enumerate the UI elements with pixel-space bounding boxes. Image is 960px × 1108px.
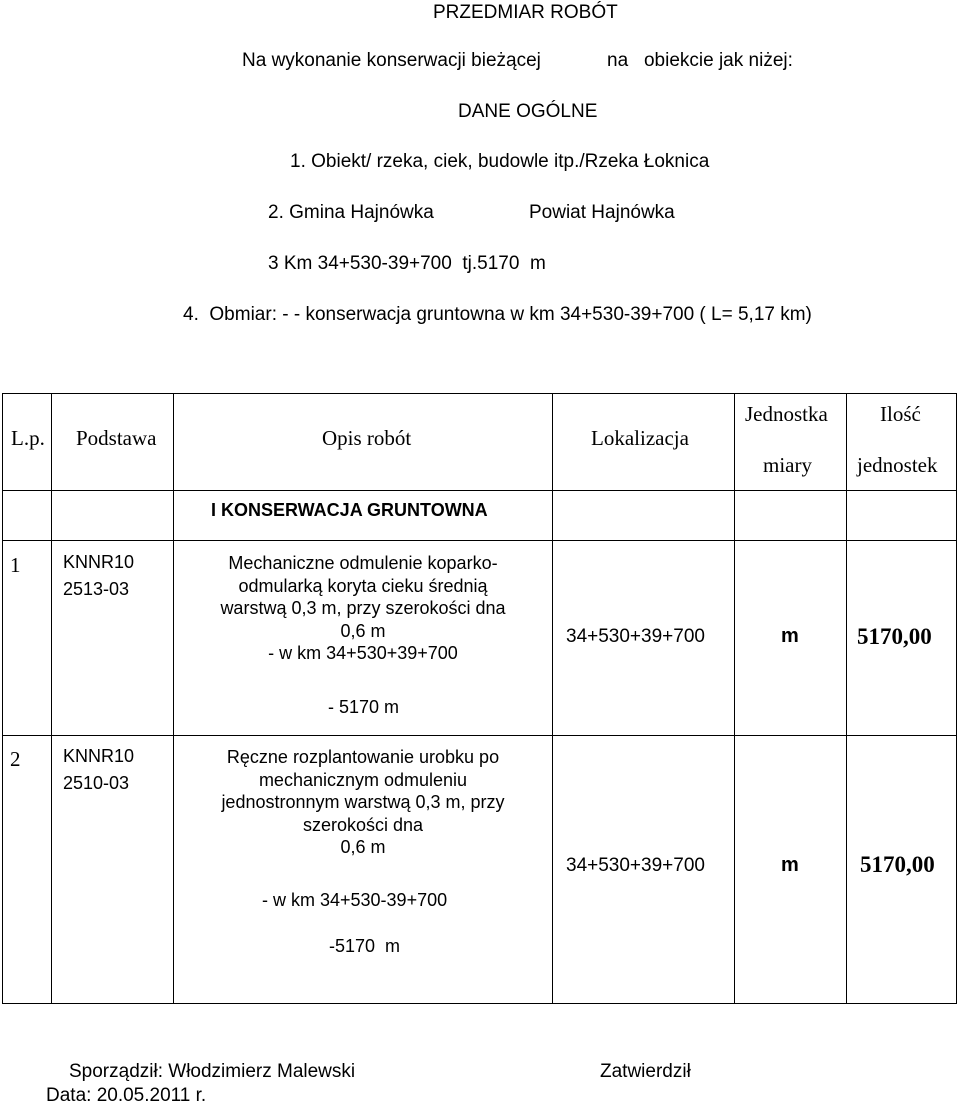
row-ilosc: 5170,00 xyxy=(857,624,932,649)
col-header-opis: Opis robót xyxy=(322,426,412,450)
row-opis xyxy=(174,746,552,859)
col-header-miary: miary xyxy=(763,453,812,477)
col-header-podstawa: Podstawa xyxy=(76,426,157,450)
col-divider-3 xyxy=(552,393,553,1004)
row-jednostka: m xyxy=(781,854,799,876)
table-row-divider xyxy=(2,735,957,736)
intro-text-right: na obiekcie jak niżej: xyxy=(607,50,793,71)
col-header-jednostka: Jednostka xyxy=(745,402,828,426)
row-opis-line: Mechaniczne odmulenie koparko- xyxy=(228,553,498,573)
row-opis-line: mechanicznym odmuleniu xyxy=(258,769,468,790)
info-item-obmiar: 4. Obmiar: - - konserwacja gruntowna w km 34+530-39+700 ( L= 5,17 km) xyxy=(183,304,812,325)
info-item-powiat: Powiat Hajnówka xyxy=(529,202,675,223)
approved-by: Zatwierdził xyxy=(600,1061,691,1082)
col-divider-1 xyxy=(51,393,52,1004)
row-opis-km: - w km 34+530-39+700 xyxy=(262,890,448,910)
prepared-by: Sporządził: Włodzimierz Malewski xyxy=(69,1061,356,1082)
col-divider-5 xyxy=(846,393,847,1004)
row-opis-line: 0,6 m xyxy=(340,837,386,857)
row-opis-line: - w km 34+530+39+700 xyxy=(268,643,458,663)
info-item-object: 1. Obiekt/ rzeka, ciek, budowle itp./Rzeka Łoknica xyxy=(290,151,710,172)
col-header-lokalizacja: Lokalizacja xyxy=(591,426,689,450)
row-opis xyxy=(174,552,552,665)
table-border-bottom xyxy=(2,1003,957,1004)
table-border-right xyxy=(956,393,957,1004)
intro-text: Na wykonanie konserwacji bieżącej xyxy=(242,50,541,71)
row-jednostka: m xyxy=(781,625,799,647)
row-opis-line: odmularką koryta cieku średnią xyxy=(238,575,488,596)
row-lokalizacja: 34+530+39+700 xyxy=(566,626,705,647)
row-ilosc: 5170,00 xyxy=(860,852,935,877)
document-date: Data: 20.05.2011 r. xyxy=(46,1085,207,1106)
info-item-km: 3 Km 34+530-39+700 tj.5170 m xyxy=(268,253,546,274)
row-opis-line: Ręczne rozplantowanie urobku po xyxy=(226,747,500,767)
row-podstawa-code: KNNR10 xyxy=(63,552,135,572)
row-opis-line: 0,6 m xyxy=(340,620,386,641)
col-divider-2 xyxy=(173,393,174,1004)
row-podstawa-number: 2510-03 xyxy=(63,773,130,793)
row-opis-length: - 5170 m xyxy=(328,697,400,717)
row-lp: 2 xyxy=(10,747,21,771)
col-header-lp: L.p. xyxy=(11,426,45,450)
row-opis-line: warstwą 0,3 m, przy szerokości dna xyxy=(220,598,506,618)
section-title: I KONSERWACJA GRUNTOWNA xyxy=(211,500,488,520)
col-header-jednostek: jednostek xyxy=(857,453,938,477)
row-opis-length: -5170 m xyxy=(329,936,401,956)
section-heading: DANE OGÓLNE xyxy=(458,101,598,122)
col-divider-4 xyxy=(734,393,735,1004)
row-podstawa-code: KNNR10 xyxy=(63,746,135,766)
table-border-left xyxy=(2,393,3,1004)
row-lp: 1 xyxy=(10,553,21,577)
table-section-divider xyxy=(2,540,957,541)
table-border-top xyxy=(2,393,957,394)
row-opis-line: szerokości dna xyxy=(302,814,424,835)
table-header-divider xyxy=(2,490,957,491)
row-podstawa-number: 2513-03 xyxy=(63,579,130,599)
col-header-ilosc: Ilość xyxy=(880,402,921,426)
info-item-gmina: 2. Gmina Hajnówka xyxy=(268,202,434,223)
row-lokalizacja: 34+530+39+700 xyxy=(566,855,705,876)
row-opis-line: jednostronnym warstwą 0,3 m, przy xyxy=(221,792,505,812)
document-title: PRZEDMIAR ROBÓT xyxy=(433,2,618,23)
